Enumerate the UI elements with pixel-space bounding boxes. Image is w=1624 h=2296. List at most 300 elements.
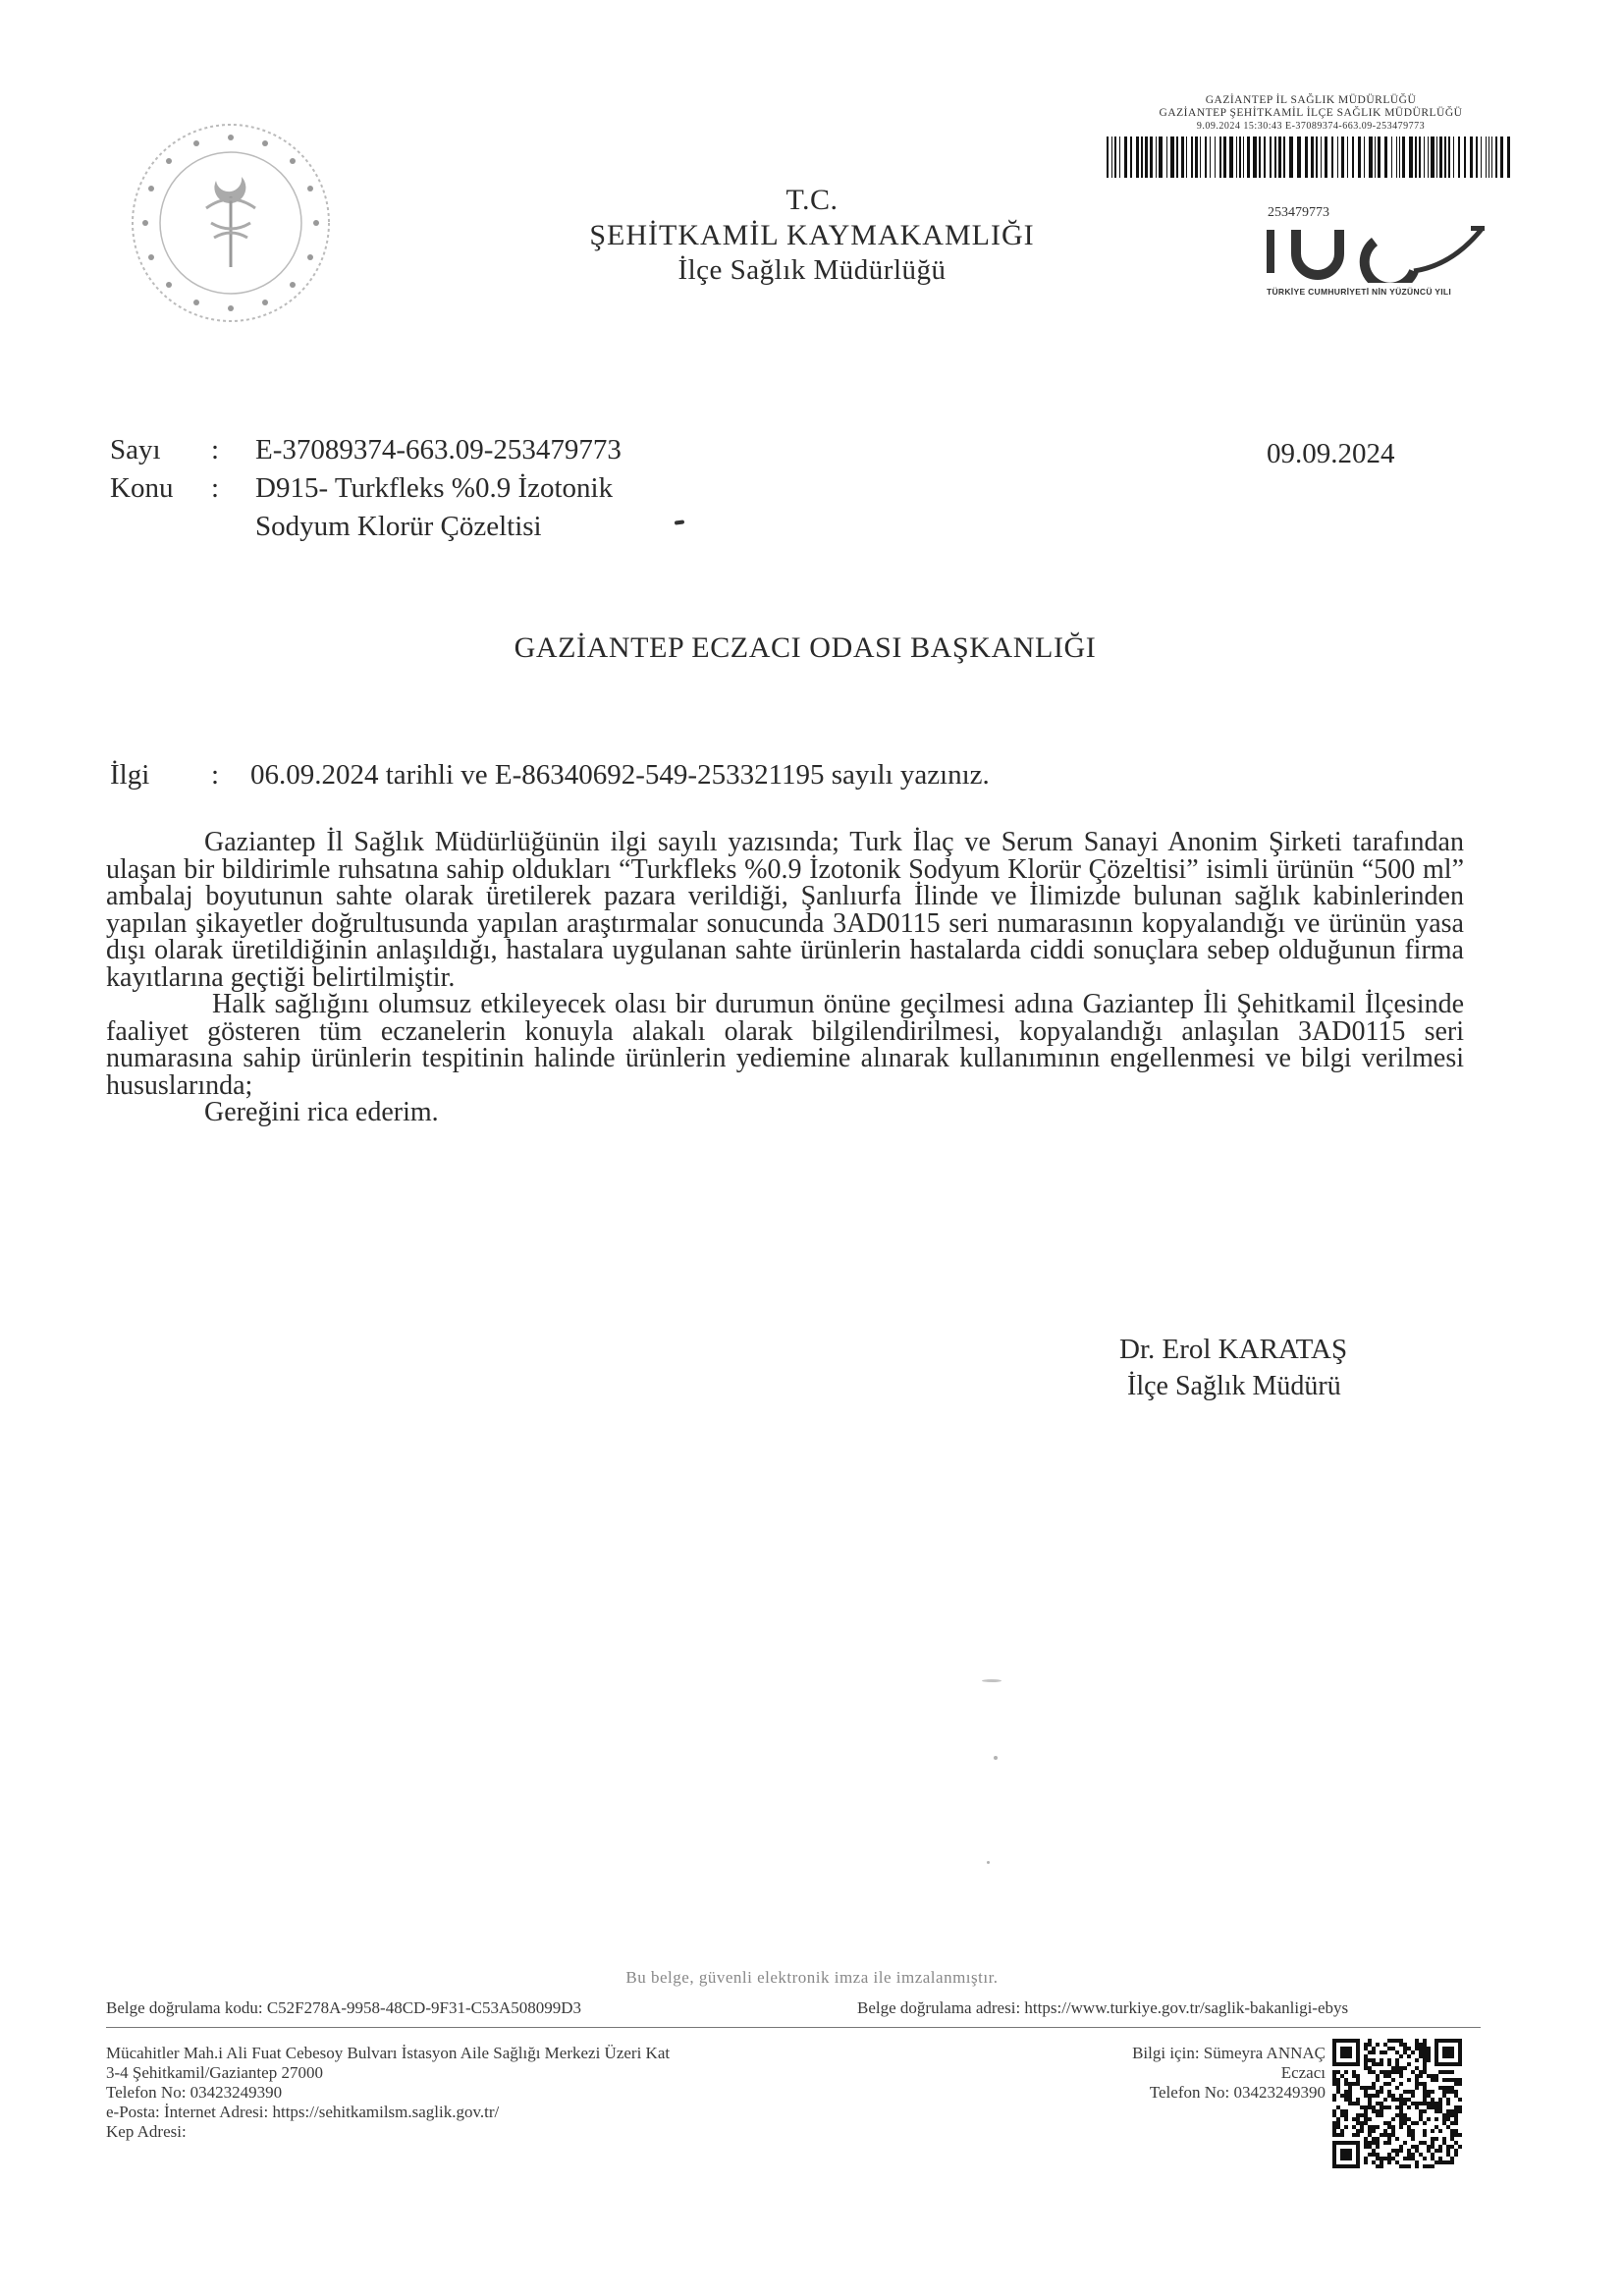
qr-module: [1368, 2098, 1372, 2102]
qr-module: [1380, 2133, 1383, 2137]
qr-module: [1438, 2129, 1442, 2133]
qr-module: [1376, 2137, 1380, 2141]
qr-module: [1399, 2070, 1403, 2074]
qr-module: [1411, 2137, 1415, 2141]
qr-module: [1332, 2109, 1336, 2113]
qr-module: [1411, 2129, 1415, 2133]
qr-module: [1415, 2074, 1419, 2078]
qr-module: [1372, 2047, 1376, 2050]
qr-module: [1403, 2157, 1407, 2160]
qr-module: [1391, 2117, 1395, 2121]
qr-module: [1387, 2157, 1391, 2160]
qr-module: [1360, 2113, 1364, 2117]
qr-module: [1383, 2141, 1387, 2145]
qr-module: [1348, 2094, 1352, 2098]
qr-module: [1458, 2133, 1462, 2137]
barcode-bar: [1124, 137, 1127, 178]
qr-module: [1427, 2149, 1431, 2153]
barcode-bar: [1195, 137, 1198, 178]
qr-module: [1446, 2117, 1450, 2121]
qr-module: [1344, 2082, 1348, 2086]
qr-module: [1344, 2125, 1348, 2129]
qr-module: [1431, 2137, 1435, 2141]
info-role: Eczacı: [1280, 2063, 1326, 2082]
barcode-bar: [1223, 137, 1226, 178]
qr-module: [1356, 2098, 1360, 2102]
qr-module: [1391, 2125, 1395, 2129]
qr-module: [1442, 2086, 1446, 2090]
qr-module: [1336, 2133, 1340, 2137]
qr-module: [1423, 2043, 1427, 2047]
barcode-block: [1100, 94, 1522, 178]
barcode-bar: [1107, 137, 1109, 178]
qr-module: [1407, 2129, 1411, 2133]
qr-module: [1446, 2149, 1450, 2153]
barcode-bar: [1181, 137, 1184, 178]
qr-module: [1383, 2105, 1387, 2109]
qr-module: [1435, 2160, 1438, 2164]
scan-mark: [675, 519, 684, 524]
qr-module: [1368, 2133, 1372, 2137]
footer-divider: [106, 2027, 1481, 2028]
qr-module: [1364, 2094, 1368, 2098]
qr-module: [1458, 2105, 1462, 2109]
qr-finder: [1442, 2047, 1454, 2058]
qr-module: [1391, 2078, 1395, 2082]
qr-module: [1403, 2141, 1407, 2145]
qr-module: [1368, 2039, 1372, 2043]
qr-module: [1344, 2094, 1348, 2098]
qr-module: [1399, 2149, 1403, 2153]
qr-module: [1411, 2157, 1415, 2160]
qr-module: [1419, 2050, 1423, 2054]
barcode-bar: [1364, 137, 1365, 178]
barcode-bar: [1210, 137, 1211, 178]
qr-module: [1376, 2094, 1380, 2098]
qr-module: [1423, 2062, 1427, 2066]
qr-module: [1391, 2070, 1395, 2074]
qr-module: [1450, 2157, 1454, 2160]
barcode-bar: [1176, 137, 1178, 178]
qr-module: [1435, 2149, 1438, 2153]
qr-module: [1454, 2153, 1458, 2157]
barcode-bar: [1347, 137, 1348, 178]
barcode-bar: [1215, 137, 1216, 178]
sayi-colon: :: [211, 434, 220, 465]
qr-module: [1423, 2058, 1427, 2062]
qr-module: [1395, 2050, 1399, 2054]
qr-module: [1380, 2050, 1383, 2054]
qr-module: [1423, 2090, 1427, 2094]
qr-module: [1364, 2054, 1368, 2058]
qr-module: [1364, 2062, 1368, 2066]
qr-module: [1435, 2125, 1438, 2129]
qr-module: [1387, 2058, 1391, 2062]
qr-module: [1348, 2082, 1352, 2086]
qr-module: [1411, 2050, 1415, 2054]
qr-module: [1403, 2117, 1407, 2121]
qr-module: [1399, 2113, 1403, 2117]
qr-module: [1336, 2125, 1340, 2129]
qr-module: [1403, 2102, 1407, 2105]
qr-module: [1399, 2117, 1403, 2121]
qr-module: [1368, 2102, 1372, 2105]
qr-module: [1387, 2153, 1391, 2157]
qr-module: [1340, 2109, 1344, 2113]
qr-module: [1332, 2113, 1336, 2117]
qr-module: [1458, 2098, 1462, 2102]
qr-module: [1438, 2102, 1442, 2105]
qr-module: [1391, 2098, 1395, 2102]
qr-module: [1376, 2109, 1380, 2113]
qr-module: [1344, 2109, 1348, 2113]
konu-value-line-2: Sodyum Klorür Çözeltisi: [255, 511, 542, 542]
qr-module: [1427, 2094, 1431, 2098]
barcode-bar: [1448, 137, 1450, 178]
barcode-number: 253479773: [1268, 205, 1329, 220]
qr-module: [1356, 2102, 1360, 2105]
barcode-line-1: GAZİANTEP İL SAĞLIK MÜDÜRLÜĞÜ: [1205, 94, 1417, 106]
qr-module: [1383, 2082, 1387, 2086]
qr-module: [1399, 2054, 1403, 2058]
qr-module: [1431, 2141, 1435, 2145]
qr-module: [1438, 2149, 1442, 2153]
barcode-bar: [1424, 137, 1425, 178]
qr-module: [1450, 2086, 1454, 2090]
scan-speck: [982, 1679, 1001, 1682]
barcode-bar: [1415, 137, 1417, 178]
qr-module: [1423, 2070, 1427, 2074]
qr-module: [1368, 2105, 1372, 2109]
qr-module: [1435, 2109, 1438, 2113]
qr-module: [1340, 2129, 1344, 2133]
konu-value-line-1: D915- Turkfleks %0.9 İzotonik: [255, 472, 614, 504]
qr-module: [1446, 2070, 1450, 2074]
qr-module: [1368, 2129, 1372, 2133]
qr-module: [1446, 2160, 1450, 2164]
barcode-bar: [1500, 137, 1503, 178]
qr-module: [1423, 2039, 1427, 2043]
qr-module: [1446, 2109, 1450, 2113]
ilgi-colon: :: [211, 759, 220, 791]
qr-module: [1372, 2058, 1376, 2062]
qr-module: [1454, 2129, 1458, 2133]
qr-module: [1423, 2098, 1427, 2102]
qr-module: [1383, 2098, 1387, 2102]
qr-module: [1427, 2047, 1431, 2050]
qr-module: [1454, 2141, 1458, 2145]
barcode-bar: [1150, 137, 1153, 178]
qr-module: [1435, 2074, 1438, 2078]
address-line-1: Mücahitler Mah.i Ali Fuat Cebesoy Bulvarı İstasyon Aile Sağlığı Merkezi Üzeri Kat: [106, 2044, 671, 2062]
qr-module: [1395, 2113, 1399, 2117]
barcode-bar: [1486, 137, 1487, 178]
qr-module: [1419, 2043, 1423, 2047]
qr-module: [1454, 2149, 1458, 2153]
qr-module: [1454, 2078, 1458, 2082]
qr-module: [1383, 2043, 1387, 2047]
qr-module: [1372, 2160, 1376, 2164]
qr-module: [1387, 2070, 1391, 2074]
ilgi-label: İlgi: [110, 759, 150, 791]
qr-module: [1387, 2160, 1391, 2164]
qr-module: [1332, 2078, 1336, 2082]
qr-module: [1364, 2105, 1368, 2109]
qr-module: [1364, 2137, 1368, 2141]
qr-module: [1332, 2070, 1336, 2074]
qr-module: [1403, 2113, 1407, 2117]
qr-module: [1352, 2074, 1356, 2078]
qr-module: [1332, 2133, 1336, 2137]
qr-module: [1383, 2070, 1387, 2074]
qr-module: [1407, 2157, 1411, 2160]
qr-module: [1376, 2062, 1380, 2066]
qr-module: [1415, 2043, 1419, 2047]
qr-module: [1340, 2113, 1344, 2117]
qr-module: [1344, 2113, 1348, 2117]
qr-module: [1376, 2164, 1380, 2168]
qr-module: [1419, 2113, 1423, 2117]
qr-module: [1368, 2086, 1372, 2090]
barcode-bar: [1278, 137, 1281, 178]
qr-module: [1387, 2121, 1391, 2125]
info-contact-block: [1060, 2044, 1326, 2103]
qr-module: [1340, 2074, 1344, 2078]
qr-module: [1380, 2090, 1383, 2094]
qr-module: [1423, 2054, 1427, 2058]
qr-module: [1336, 2117, 1340, 2121]
barcode-bar: [1259, 137, 1261, 178]
qr-module: [1391, 2133, 1395, 2137]
qr-module: [1427, 2105, 1431, 2109]
qr-module: [1364, 2090, 1368, 2094]
qr-module: [1403, 2164, 1407, 2168]
qr-module: [1356, 2078, 1360, 2082]
qr-module: [1438, 2109, 1442, 2113]
barcode-bar: [1186, 137, 1187, 178]
qr-module: [1387, 2125, 1391, 2129]
qr-module: [1407, 2133, 1411, 2137]
barcode-bar: [1409, 137, 1413, 178]
qr-module: [1419, 2047, 1423, 2050]
qr-module: [1376, 2145, 1380, 2149]
qr-module: [1332, 2082, 1336, 2086]
sayi-value: E-37089374-663.09-253479773: [255, 434, 622, 465]
qr-module: [1372, 2149, 1376, 2153]
qr-module: [1387, 2074, 1391, 2078]
qr-module: [1450, 2070, 1454, 2074]
qr-module: [1431, 2074, 1435, 2078]
qr-module: [1442, 2094, 1446, 2098]
qr-module: [1336, 2121, 1340, 2125]
centennial-text: TÜRKİYE CUMHURİYETİ NİN YÜZÜNCÜ YILI: [1267, 287, 1452, 297]
qr-module: [1332, 2129, 1336, 2133]
barcode-bar: [1375, 137, 1376, 178]
qr-module: [1407, 2078, 1411, 2082]
qr-module: [1403, 2043, 1407, 2047]
barcode-bar: [1219, 137, 1221, 178]
konu-colon: :: [211, 472, 220, 504]
kep-address: Kep Adresi:: [106, 2122, 187, 2141]
qr-module: [1435, 2078, 1438, 2082]
qr-module: [1348, 2090, 1352, 2094]
qr-module: [1435, 2105, 1438, 2109]
qr-module: [1446, 2086, 1450, 2090]
qr-module: [1454, 2094, 1458, 2098]
email-web-address[interactable]: e-Posta: İnternet Adresi: https://sehitkamilsm.saglik.gov.tr/: [106, 2103, 500, 2121]
qr-module: [1348, 2098, 1352, 2102]
barcode-line-3: 9.09.2024 15:30:43 E-37089374-663.09-253479773: [1196, 121, 1426, 132]
barcode-bar: [1170, 137, 1174, 178]
qr-module: [1391, 2149, 1395, 2153]
qr-module: [1344, 2090, 1348, 2094]
qr-module: [1431, 2153, 1435, 2157]
qr-module: [1383, 2050, 1387, 2054]
qr-module: [1403, 2047, 1407, 2050]
qr-module: [1360, 2105, 1364, 2109]
barcode-image: [1105, 137, 1517, 178]
qr-module: [1442, 2160, 1446, 2164]
barcode-bar: [1305, 137, 1308, 178]
barcode-bar: [1141, 137, 1143, 178]
qr-module: [1450, 2121, 1454, 2125]
qr-module: [1399, 2074, 1403, 2078]
qr-module: [1380, 2086, 1383, 2090]
qr-module: [1423, 2141, 1427, 2145]
qr-module: [1423, 2133, 1427, 2137]
qr-module: [1364, 2047, 1368, 2050]
qr-module: [1423, 2047, 1427, 2050]
qr-module: [1395, 2160, 1399, 2164]
qr-module: [1399, 2043, 1403, 2047]
qr-module: [1352, 2070, 1356, 2074]
qr-module: [1438, 2160, 1442, 2164]
verification-address-link[interactable]: Belge doğrulama adresi: https://www.turkiye.gov.tr/saglik-bakanligi-ebys: [857, 1998, 1349, 2017]
qr-module: [1411, 2094, 1415, 2098]
qr-module: [1442, 2137, 1446, 2141]
barcode-bar: [1156, 137, 1157, 178]
qr-module: [1450, 2078, 1454, 2082]
qr-module: [1387, 2062, 1391, 2066]
barcode-bar: [1331, 137, 1333, 178]
qr-module: [1368, 2094, 1372, 2098]
barcode-bar: [1119, 137, 1120, 178]
qr-module: [1431, 2145, 1435, 2149]
verification-code: Belge doğrulama kodu: C52F278A-9958-48CD-9F31-C53A508099D3: [106, 1998, 582, 2017]
qr-module: [1403, 2066, 1407, 2070]
qr-module: [1407, 2047, 1411, 2050]
qr-module: [1395, 2098, 1399, 2102]
qr-module: [1435, 2117, 1438, 2121]
qr-module: [1427, 2054, 1431, 2058]
qr-module: [1423, 2109, 1427, 2113]
qr-module: [1450, 2145, 1454, 2149]
qr-module: [1383, 2129, 1387, 2133]
centennial-logo: [1267, 216, 1492, 283]
document-date: 09.09.2024: [1267, 438, 1395, 469]
qr-module: [1376, 2153, 1380, 2157]
qr-module: [1387, 2141, 1391, 2145]
qr-module: [1387, 2094, 1391, 2098]
qr-module: [1391, 2094, 1395, 2098]
qr-module: [1376, 2043, 1380, 2047]
qr-module: [1454, 2113, 1458, 2117]
qr-module: [1458, 2109, 1462, 2113]
qr-module: [1423, 2094, 1427, 2098]
barcode-bar: [1114, 137, 1116, 178]
qr-module: [1380, 2062, 1383, 2066]
qr-module: [1411, 2121, 1415, 2125]
qr-module: [1372, 2125, 1376, 2129]
qr-module: [1368, 2050, 1372, 2054]
qr-module: [1380, 2113, 1383, 2117]
qr-module: [1415, 2082, 1419, 2086]
qr-module: [1446, 2090, 1450, 2094]
barcode-bar: [1495, 137, 1497, 178]
ilgi-value: 06.09.2024 tarihli ve E-86340692-549-253321195 sayılı yazınız.: [250, 759, 990, 791]
qr-module: [1415, 2102, 1419, 2105]
qr-module: [1415, 2164, 1419, 2168]
barcode-bar: [1325, 137, 1327, 178]
qr-module: [1419, 2102, 1423, 2105]
qr-module: [1368, 2153, 1372, 2157]
barcode-bar: [1247, 137, 1250, 178]
qr-module: [1391, 2129, 1395, 2133]
qr-module: [1427, 2117, 1431, 2121]
qr-module: [1387, 2082, 1391, 2086]
qr-module: [1442, 2121, 1446, 2125]
barcode-bar: [1159, 137, 1163, 178]
qr-module: [1415, 2058, 1419, 2062]
qr-module: [1454, 2109, 1458, 2113]
qr-module: [1364, 2086, 1368, 2090]
qr-module: [1387, 2039, 1391, 2043]
qr-module: [1446, 2153, 1450, 2157]
qr-module: [1380, 2164, 1383, 2168]
qr-module: [1458, 2145, 1462, 2149]
barcode-bar: [1270, 137, 1272, 178]
barcode-bar: [1378, 137, 1380, 178]
qr-module: [1387, 2133, 1391, 2137]
qr-module: [1411, 2133, 1415, 2137]
qr-module: [1348, 2102, 1352, 2105]
qr-module: [1352, 2133, 1356, 2137]
barcode-bar: [1264, 137, 1266, 178]
qr-module: [1411, 2153, 1415, 2157]
qr-module: [1391, 2157, 1395, 2160]
qr-module: [1427, 2145, 1431, 2149]
qr-module: [1356, 2129, 1360, 2133]
qr-module: [1399, 2102, 1403, 2105]
qr-module: [1376, 2141, 1380, 2145]
addressee: GAZİANTEP ECZACI ODASI BAŞKANLIĞI: [514, 631, 1097, 664]
qr-module: [1368, 2058, 1372, 2062]
qr-module: [1376, 2074, 1380, 2078]
body-paragraph-2: Halk sağlığını olumsuz etkileyecek olası bir durumun önüne geçilmesi adına Gaziantep İli Şehitkamil İlçesinde faaliyet gösteren tüm eczanelerin konuyla alakalı olarak bilgilendirilmesi, kopyalandığı anlaşılan 3AD0115 seri numarasına sahip ürünlerin tespitinin halinde ürünlerin yediemine alınarak kullanımının engellenmesi ve bilgi verilmesi hususlarında;: [106, 989, 1464, 1101]
qr-module: [1403, 2121, 1407, 2125]
qr-module: [1372, 2094, 1376, 2098]
qr-module: [1364, 2141, 1368, 2145]
qr-module: [1399, 2109, 1403, 2113]
qr-module: [1431, 2102, 1435, 2105]
qr-module: [1450, 2090, 1454, 2094]
qr-module: [1372, 2141, 1376, 2145]
qr-module: [1376, 2090, 1380, 2094]
qr-module: [1450, 2109, 1454, 2113]
barcode-bar: [1297, 137, 1301, 178]
barcode-bar: [1358, 137, 1361, 178]
qr-module: [1438, 2098, 1442, 2102]
